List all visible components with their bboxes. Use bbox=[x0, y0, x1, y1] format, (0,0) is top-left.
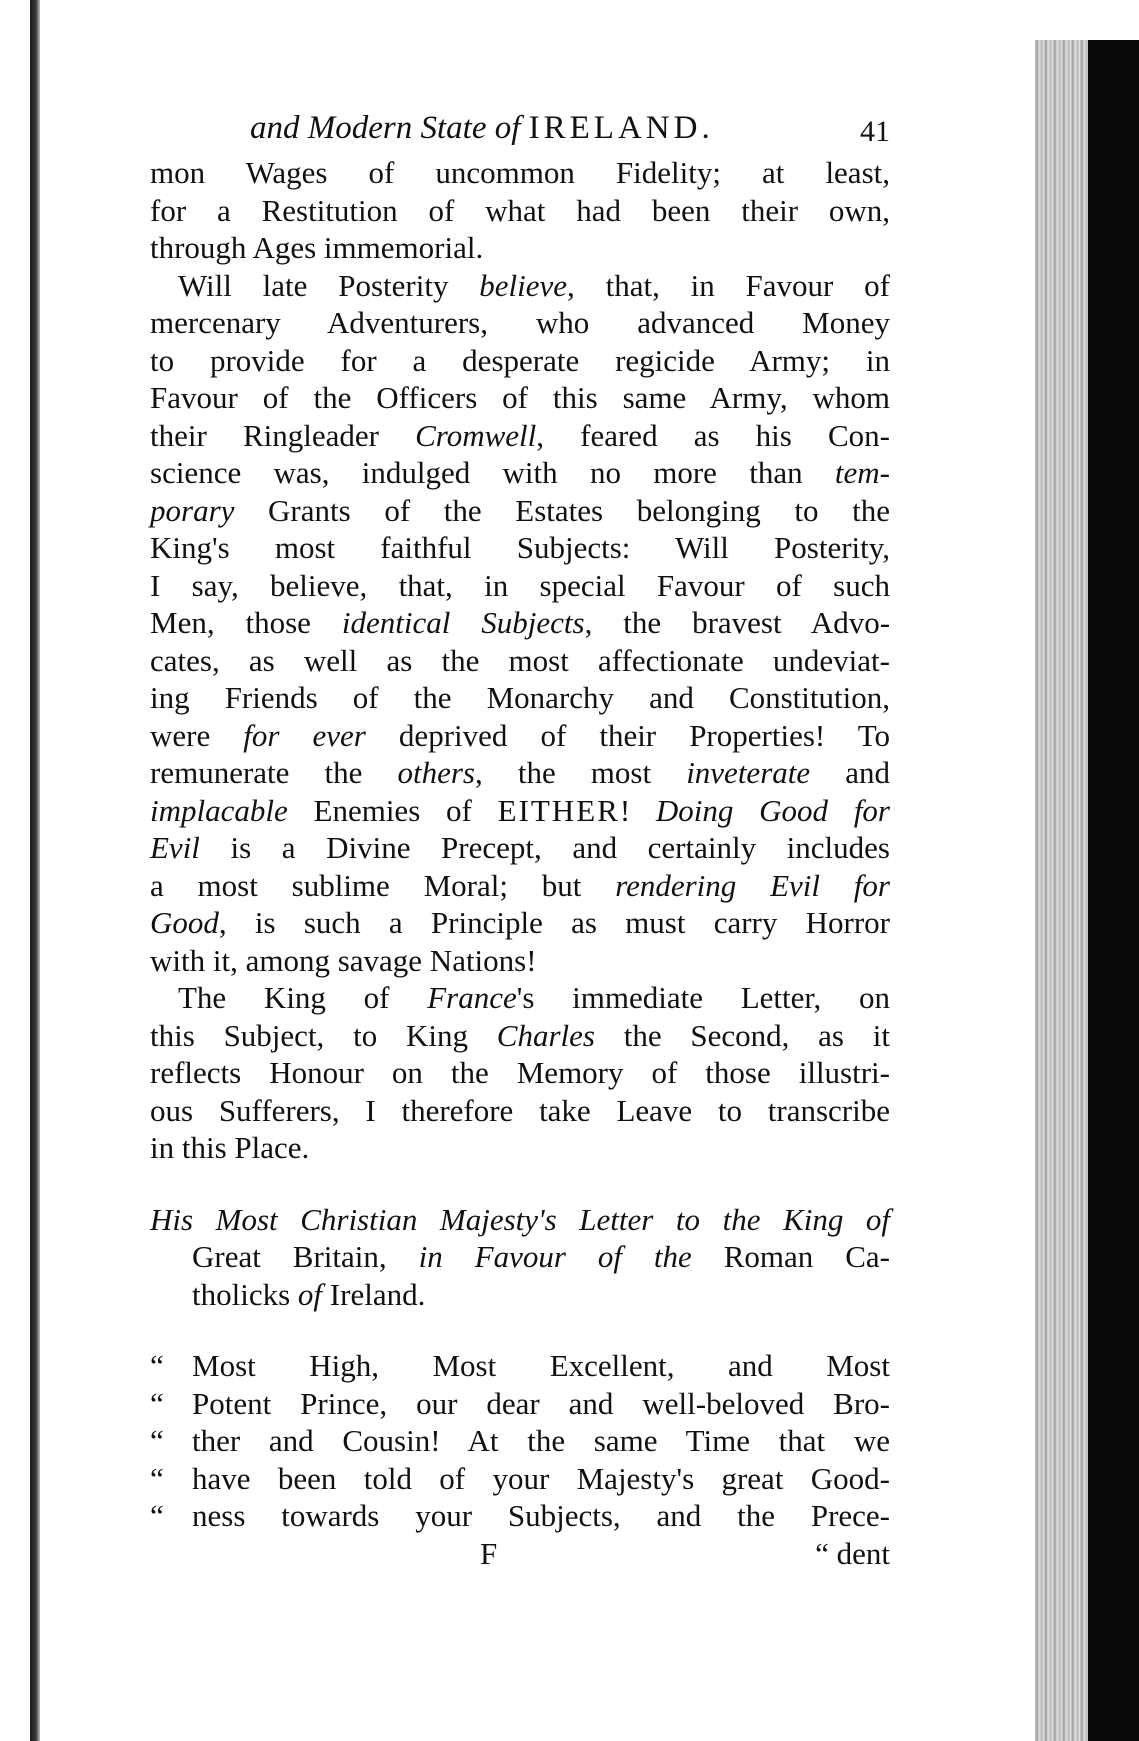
letter-line bbox=[150, 1347, 890, 1385]
text-line: mercenary Adventurers, who advanced Money bbox=[150, 305, 890, 340]
letter-line bbox=[150, 1497, 890, 1535]
text-line: Favour of the Officers of this same Army, whom bbox=[150, 380, 890, 415]
text-run: a most sublime Moral; but bbox=[150, 867, 616, 903]
section-gap bbox=[150, 1313, 890, 1347]
text-line: through Ages immemorial. bbox=[150, 230, 484, 265]
text-line bbox=[150, 979, 890, 1017]
running-title-prefix: and Modern State of bbox=[250, 110, 521, 146]
italic-run: Charles bbox=[496, 1017, 595, 1053]
letter-line bbox=[150, 1385, 890, 1423]
text-run: Potent Prince, our dear and well-beloved Bro- bbox=[192, 1385, 890, 1421]
text-run: , that, in Favour of bbox=[567, 267, 891, 303]
text-line: mon Wages of uncommon Fidelity; at least, bbox=[150, 155, 890, 190]
text-run: Enemies of bbox=[287, 792, 498, 828]
italic-run: for ever bbox=[243, 717, 366, 753]
text-line: I say, believe, that, in special Favour of such bbox=[150, 567, 890, 603]
italic-run: Good bbox=[150, 905, 219, 940]
text-run: The King of bbox=[178, 980, 428, 1015]
running-title bbox=[250, 108, 714, 148]
letter-line bbox=[150, 1460, 890, 1498]
italic-run: believe bbox=[479, 267, 568, 303]
italic-run: porary bbox=[150, 492, 235, 528]
text-run: ther and Cousin! At the same Time that we bbox=[192, 1423, 890, 1458]
running-title-caps: IRELAND. bbox=[528, 110, 714, 146]
text-run: and bbox=[810, 755, 890, 790]
text-line bbox=[150, 904, 890, 942]
italic-run: others bbox=[397, 755, 475, 790]
italic-run: of bbox=[297, 1276, 323, 1312]
text-run: , the bravest Advo- bbox=[584, 605, 891, 640]
text-run: Roman Ca- bbox=[691, 1239, 890, 1274]
text-run: deprived of their Properties! To bbox=[365, 717, 890, 753]
text-line bbox=[150, 604, 890, 642]
text-run: is a Divine Precept, and certainly includes bbox=[199, 830, 890, 865]
text-run: , is such a Principle as must carry Horror bbox=[218, 905, 890, 940]
text-line: reflects Honour on the Memory of those illustri- bbox=[150, 1055, 890, 1090]
text-line bbox=[150, 417, 890, 455]
italic-run: identical Subjects bbox=[341, 605, 585, 640]
letter-line bbox=[150, 1422, 890, 1460]
small-caps-run: EITHER bbox=[497, 792, 620, 828]
text-run: Most High, Most Excellent, and Most bbox=[192, 1348, 890, 1383]
text-run: , feared as his Con- bbox=[536, 417, 890, 453]
quote-mark: “ bbox=[150, 1460, 164, 1496]
italic-run: inveterate bbox=[686, 755, 811, 790]
quote-mark: “ bbox=[150, 1348, 164, 1383]
text-run: science was, indulged with no more than bbox=[150, 455, 835, 490]
text-run: ness towards your Subjects, and the Prece- bbox=[192, 1498, 890, 1533]
italic-run: Evil bbox=[150, 830, 200, 865]
italic-run: implacable bbox=[150, 792, 288, 828]
letter-title-line bbox=[150, 1276, 890, 1314]
text-run: Ireland. bbox=[322, 1276, 426, 1312]
text-run: ! bbox=[619, 792, 656, 828]
text-line: cates, as well as the most affectionate undeviat- bbox=[150, 642, 890, 678]
section-gap bbox=[150, 1167, 890, 1201]
text-run: Will late Posterity bbox=[178, 267, 480, 303]
italic-run: France bbox=[427, 980, 517, 1015]
scan-edge-right bbox=[1088, 40, 1139, 1741]
text-line bbox=[150, 1017, 890, 1055]
text-line: in this Place. bbox=[150, 1130, 310, 1165]
text-line: for a Restitution of what had been their own, bbox=[150, 192, 890, 228]
text-line: King's most faithful Subjects: Will Posterity, bbox=[150, 530, 890, 565]
text-run: tholicks bbox=[192, 1276, 298, 1312]
italic-run: Doing Good for bbox=[655, 792, 890, 828]
text-line bbox=[150, 492, 890, 530]
text-line bbox=[150, 267, 890, 305]
letter-title-line bbox=[150, 1238, 890, 1276]
text-run: the Second, as it bbox=[594, 1017, 891, 1053]
text-line: to provide for a desperate regicide Army; in bbox=[150, 342, 890, 378]
text-run: were bbox=[150, 717, 244, 753]
text-run: 's immediate Letter, on bbox=[516, 980, 890, 1015]
signature-mark: F bbox=[480, 1535, 498, 1571]
page-number: 41 bbox=[860, 115, 890, 148]
scan-edge-left bbox=[30, 0, 40, 1741]
quote-mark: “ bbox=[150, 1423, 164, 1458]
italic-run: in Favour of the bbox=[418, 1239, 692, 1274]
quote-mark: “ bbox=[150, 1498, 164, 1533]
italic-run: rendering Evil for bbox=[615, 867, 890, 903]
italic-run: tem- bbox=[834, 455, 890, 490]
quote-mark: “ bbox=[150, 1385, 164, 1421]
text-line: ing Friends of the Monarchy and Constitution, bbox=[150, 680, 890, 715]
text-line: with it, among savage Nations! bbox=[150, 942, 537, 978]
letter-title-line: His Most Christian Majesty's Letter to the King of bbox=[150, 1201, 890, 1237]
text-run: , the most bbox=[474, 755, 687, 790]
text-line bbox=[150, 867, 890, 905]
text-line bbox=[150, 754, 890, 792]
page-footer bbox=[150, 1535, 890, 1573]
text-line bbox=[150, 829, 890, 867]
book-page bbox=[150, 108, 890, 1572]
catchword: “ dent bbox=[815, 1535, 890, 1571]
text-line bbox=[150, 717, 890, 755]
text-run: have been told of your Majesty's great Good- bbox=[192, 1460, 890, 1496]
running-header bbox=[150, 108, 890, 154]
text-run: their Ringleader bbox=[150, 417, 416, 453]
text-line bbox=[150, 792, 890, 830]
text-line: ous Sufferers, I therefore take Leave to transcribe bbox=[150, 1092, 890, 1128]
text-run: Great Britain, bbox=[192, 1239, 419, 1274]
text-run: Men, those bbox=[150, 605, 342, 640]
text-run: Grants of the Estates belonging to the bbox=[234, 492, 890, 528]
text-run: this Subject, to King bbox=[150, 1017, 497, 1053]
text-run: remunerate the bbox=[150, 755, 398, 790]
italic-run: Cromwell bbox=[415, 417, 537, 453]
text-line bbox=[150, 454, 890, 492]
